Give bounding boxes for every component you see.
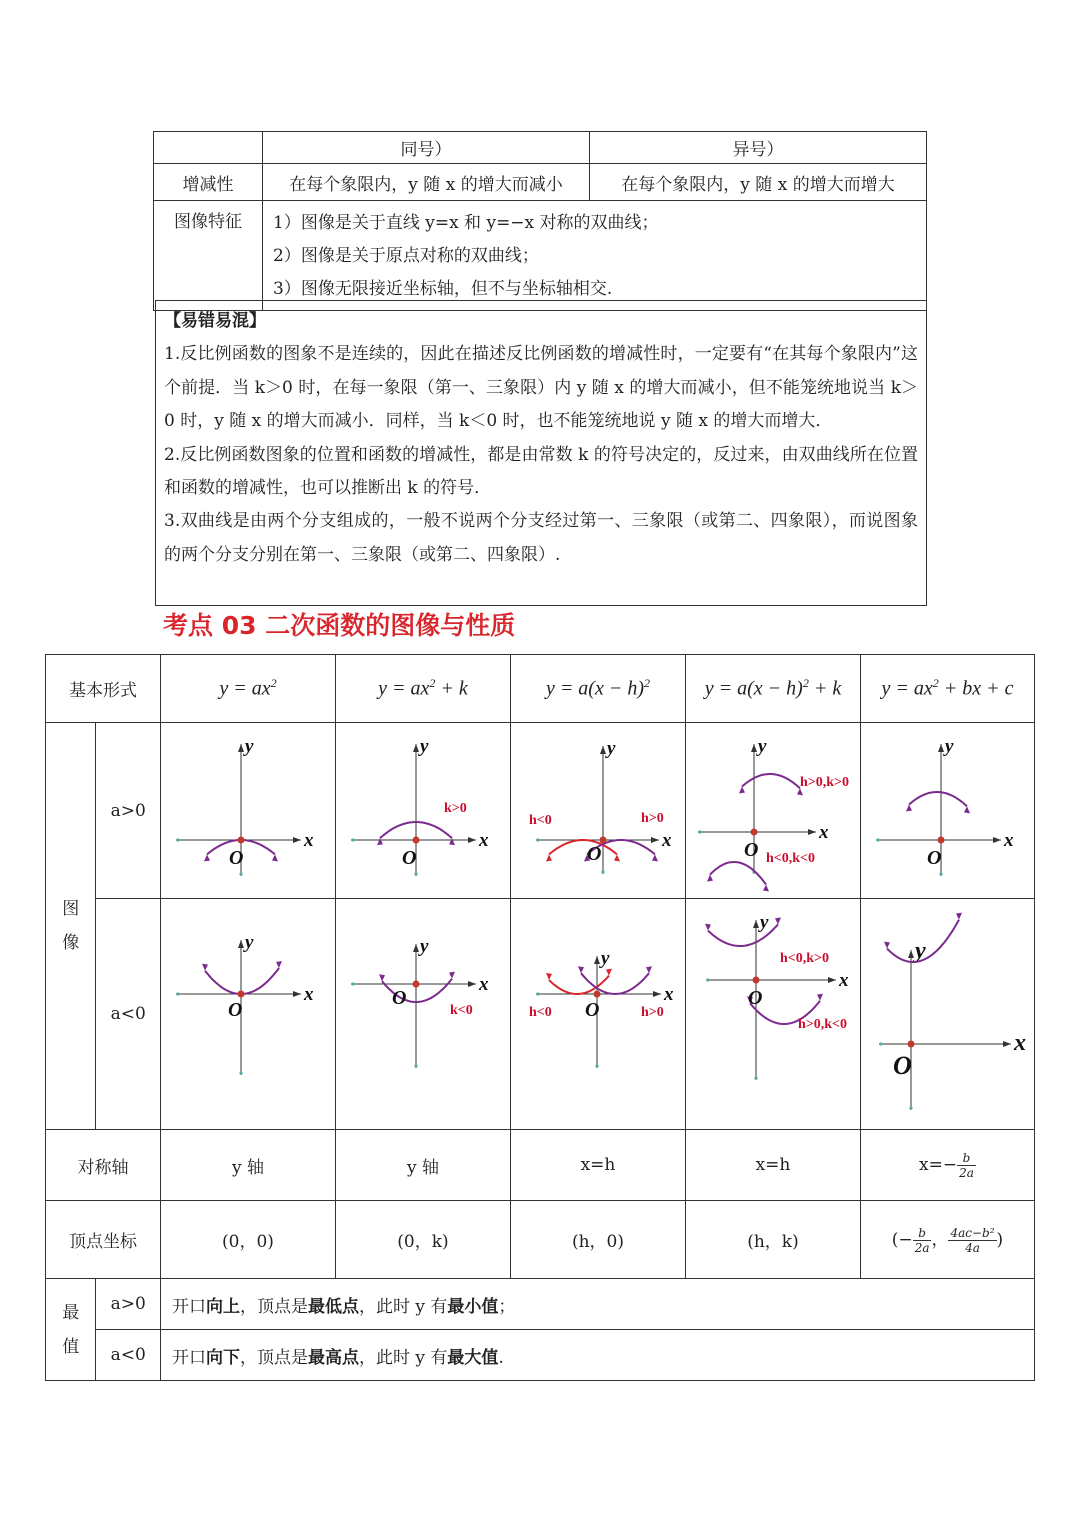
curve-end-arrow <box>449 838 455 845</box>
axis-end-dot <box>536 838 539 841</box>
extreme-negative-text: 开口向下，顶点是最高点，此时 y 有最大值. <box>160 1330 1034 1381</box>
axis-end-dot <box>176 992 179 995</box>
axis-value: y 轴 <box>335 1130 510 1201</box>
origin-label: O <box>892 1050 912 1080</box>
axis-end-dot <box>239 872 242 875</box>
x-axis-arrow <box>293 837 301 843</box>
x-axis-arrow <box>828 977 836 983</box>
y-axis-arrow <box>908 950 914 958</box>
axis-end-dot <box>909 1106 912 1109</box>
curve-end-arrow <box>964 806 970 813</box>
curve-end-arrow <box>546 854 552 861</box>
curve-end-arrow <box>546 972 552 979</box>
graph-cell <box>510 723 685 899</box>
parabola-graph <box>686 900 860 1129</box>
vertex-value: (h，k) <box>685 1201 860 1279</box>
quadratic-table <box>45 654 1035 1381</box>
axis-end-dot <box>414 872 417 875</box>
basic-form-label: 基本形式 <box>46 655 161 723</box>
feature-label: 图像特征 <box>154 201 263 311</box>
vertex-point <box>412 836 419 843</box>
x-axis-arrow <box>468 981 476 987</box>
parameter-label: h>0 <box>640 810 664 826</box>
x-axis-label: x <box>303 829 314 851</box>
graph-cell <box>860 723 1034 899</box>
axis-end-dot <box>176 838 179 841</box>
parameter-label: h>0 <box>640 1004 664 1020</box>
confusion-tips-box <box>155 300 927 606</box>
axis-value: x=h <box>685 1130 860 1201</box>
y-axis-label: y <box>757 735 767 757</box>
origin-label: O <box>391 986 407 1009</box>
parabola-curve <box>710 862 766 885</box>
parabola-graph <box>336 900 510 1129</box>
parabola-graph <box>861 900 1034 1129</box>
curve-end-arrow <box>817 993 823 1000</box>
tips-title: 【易错易混】 <box>164 311 266 331</box>
x-axis-label: x <box>303 983 314 1005</box>
header-diff-sign: 异号） <box>590 132 927 164</box>
vertex-value: (h，0) <box>510 1201 685 1279</box>
axis-value: x=h <box>510 1130 685 1201</box>
x-axis-arrow <box>808 829 816 835</box>
parameter-label: h>0,k<0 <box>797 1016 848 1032</box>
vertex-value-general: (− $\frac{b}{2a}$ ， $\frac{\text{4ac−b²}}{4a}$ ) <box>860 1201 1034 1279</box>
y-axis-label: y <box>914 937 926 964</box>
x-axis-label: x <box>661 829 672 851</box>
monotonic-label: 增减性 <box>154 164 263 201</box>
section-heading: 考点 03 二次函数的图像与性质 <box>163 611 516 640</box>
y-axis-arrow <box>238 744 244 752</box>
parabola-graph <box>336 724 510 898</box>
extreme-label: 最 值 <box>46 1279 96 1381</box>
x-axis-label: x <box>1003 829 1014 851</box>
axis-end-dot <box>879 1042 882 1045</box>
inverse-proportion-table <box>153 131 927 311</box>
parameter-label: h<0,k>0 <box>779 950 830 966</box>
axis-end-dot <box>351 838 354 841</box>
axis-end-dot <box>706 978 709 981</box>
vertex-point <box>593 990 600 997</box>
vertex-point <box>412 980 419 987</box>
axis-end-dot <box>876 838 879 841</box>
origin-label: O <box>228 846 244 869</box>
form-3: $y = a(x - h)^2$ <box>510 655 685 723</box>
a-positive-label: a>0 <box>96 723 161 899</box>
parabola-graph <box>686 724 860 898</box>
curve-end-arrow <box>614 854 620 861</box>
parabola-graph <box>161 724 335 898</box>
a-positive-label: a>0 <box>96 1279 161 1330</box>
axis-end-dot <box>595 1064 598 1067</box>
y-axis-arrow <box>753 920 759 928</box>
parabola-graph <box>861 724 1034 898</box>
curve-end-arrow <box>739 786 745 793</box>
y-axis-label: y <box>600 947 610 969</box>
x-axis-arrow <box>468 837 476 843</box>
parabola-curve <box>742 774 800 788</box>
feature-item: 3）图像无限接近坐标轴，但不与坐标轴相交. <box>273 279 613 299</box>
y-axis-label: y <box>244 735 254 757</box>
axis-end-dot <box>601 870 604 873</box>
curve-end-arrow <box>606 968 612 975</box>
curve-end-arrow <box>707 874 713 881</box>
curve-end-arrow <box>377 838 383 845</box>
y-axis-arrow <box>594 956 600 964</box>
a-negative-label: a<0 <box>96 1330 161 1381</box>
graph-cell <box>510 899 685 1130</box>
monotonic-same: 在每个象限内，y 随 x 的增大而减小 <box>263 164 590 201</box>
extreme-positive-text: 开口向上，顶点是最低点，此时 y 有最小值； <box>160 1279 1034 1330</box>
y-axis-arrow <box>413 744 419 752</box>
parabola-graph <box>511 724 685 898</box>
parameter-label: h<0,k<0 <box>765 850 816 866</box>
curve-end-arrow <box>906 804 912 811</box>
y-axis-label: y <box>244 931 254 953</box>
curve-end-arrow <box>272 854 278 861</box>
vertex-point <box>237 836 244 843</box>
x-axis-arrow <box>1003 1041 1011 1047</box>
axis-end-dot <box>698 830 701 833</box>
curve-end-arrow <box>276 961 282 968</box>
y-axis-arrow <box>413 944 419 952</box>
symmetry-axis-label: 对称轴 <box>46 1130 161 1201</box>
x-axis-arrow <box>293 991 301 997</box>
y-axis-label: y <box>419 735 429 757</box>
parabola-curve <box>205 968 279 994</box>
curve-end-arrow <box>775 917 781 924</box>
header-same-sign: 同号） <box>263 132 590 164</box>
origin-label: O <box>743 838 759 861</box>
graph-cell <box>335 723 510 899</box>
axis-end-dot <box>351 982 354 985</box>
axis-end-dot <box>939 872 942 875</box>
graph-cell <box>160 899 335 1130</box>
axis-end-dot <box>414 1064 417 1067</box>
parabola-graph <box>511 900 685 1129</box>
curve-end-arrow <box>204 854 210 861</box>
vertex-point <box>237 990 244 997</box>
parameter-label: k<0 <box>449 1002 473 1018</box>
x-axis-arrow <box>993 837 1001 843</box>
vertex-value: (0，k) <box>335 1201 510 1279</box>
y-axis-label: y <box>606 737 616 759</box>
curve-end-arrow <box>202 963 208 970</box>
curve-end-arrow <box>379 974 385 981</box>
x-axis-label: x <box>663 983 674 1005</box>
parameter-label: h<0 <box>528 812 552 828</box>
graph-cell <box>860 899 1034 1130</box>
y-axis-label: y <box>944 735 954 757</box>
axis-value: y 轴 <box>160 1130 335 1201</box>
origin-label: O <box>584 998 600 1021</box>
parameter-label: h<0 <box>528 1004 552 1020</box>
curve-end-arrow <box>652 854 658 861</box>
feature-item: 2）图像是关于原点对称的双曲线； <box>273 246 539 266</box>
y-axis-arrow <box>938 744 944 752</box>
tip-paragraph: 2.反比例函数图象的位置和函数的增减性，都是由常数 k 的符号决定的，反过来，由双曲线所在位置和函数的增减性，也可以推断出 k 的符号． <box>164 444 918 499</box>
curve-end-arrow <box>449 971 455 978</box>
curve-end-arrow <box>763 884 769 891</box>
y-axis-label: y <box>759 911 769 933</box>
parameter-label: h>0,k>0 <box>799 774 850 790</box>
curve-end-arrow <box>884 941 890 948</box>
graph-cell <box>160 723 335 899</box>
graph-cell <box>335 899 510 1130</box>
x-axis-label: x <box>838 969 849 991</box>
curve-end-arrow <box>956 912 962 919</box>
curve-end-arrow <box>646 966 652 973</box>
graph-cell <box>685 723 860 899</box>
a-negative-label: a<0 <box>96 899 161 1130</box>
y-axis-arrow <box>238 940 244 948</box>
x-axis-label: x <box>478 829 489 851</box>
vertex-label: 顶点坐标 <box>46 1201 161 1279</box>
parameter-label: k>0 <box>443 800 467 816</box>
origin-label: O <box>747 986 763 1009</box>
vertex-point <box>752 976 759 983</box>
y-axis-arrow <box>751 744 757 752</box>
vertex-point <box>937 836 944 843</box>
origin-label: O <box>926 846 942 869</box>
header-empty <box>154 132 263 164</box>
graph-row-label: 图 像 <box>46 723 96 1130</box>
graph-cell <box>685 899 860 1130</box>
origin-label: O <box>227 998 243 1021</box>
x-axis-label: x <box>478 973 489 995</box>
parabola-curve-red <box>549 975 609 993</box>
tip-paragraph: 3.双曲线是由两个分支组成的，一般不说两个分支经过第一、三象限（或第二、四象限），而说图象的两个分支分别在第一、三象限（或第二、四象限）. <box>164 511 918 565</box>
axis-end-dot <box>754 1076 757 1079</box>
y-axis-arrow <box>600 746 606 754</box>
axis-value-general: x=− $\frac{b}{2a}$ <box>860 1130 1034 1201</box>
form-4: $y = a(x - h)^2 + k$ <box>685 655 860 723</box>
tip-paragraph: 1.反比例函数的图象不是连续的，因此在描述反比例函数的增减性时，一定要有“在其每个象限内”这个前提．当 k＞0 时，在每一象限（第一、三象限）内 y 随 x 的增大而减小，但不能笼统地说当 k＞0 时，y 随 x 的增大而减小．同样，当 k＜0 时，也不能笼统地说 y 随 x 的增大而增大． <box>164 344 918 432</box>
origin-label: O <box>401 846 417 869</box>
feature-list <box>263 201 927 311</box>
origin-label: O <box>586 842 602 865</box>
vertex-point <box>750 828 757 835</box>
x-axis-label: x <box>1013 1029 1026 1056</box>
form-1: $y = ax^2$ <box>160 655 335 723</box>
x-axis-arrow <box>651 837 659 843</box>
vertex-value: (0，0) <box>160 1201 335 1279</box>
parabola-curve <box>909 792 967 806</box>
x-axis-arrow <box>653 991 661 997</box>
feature-item: 1）图像是关于直线 y=x 和 y=−x 对称的双曲线； <box>273 213 659 233</box>
vertex-point <box>907 1040 914 1047</box>
y-axis-label: y <box>419 935 429 957</box>
monotonic-diff: 在每个象限内，y 随 x 的增大而增大 <box>590 164 927 201</box>
x-axis-label: x <box>818 821 829 843</box>
curve-end-arrow <box>578 966 584 973</box>
axis-end-dot <box>536 992 539 995</box>
parabola-graph <box>161 900 335 1129</box>
curve-end-arrow <box>705 923 711 930</box>
form-5: $y = ax^2$ + bx + c <box>860 655 1034 723</box>
axis-end-dot <box>239 1071 242 1074</box>
form-2: $y = ax^2 + k$ <box>335 655 510 723</box>
